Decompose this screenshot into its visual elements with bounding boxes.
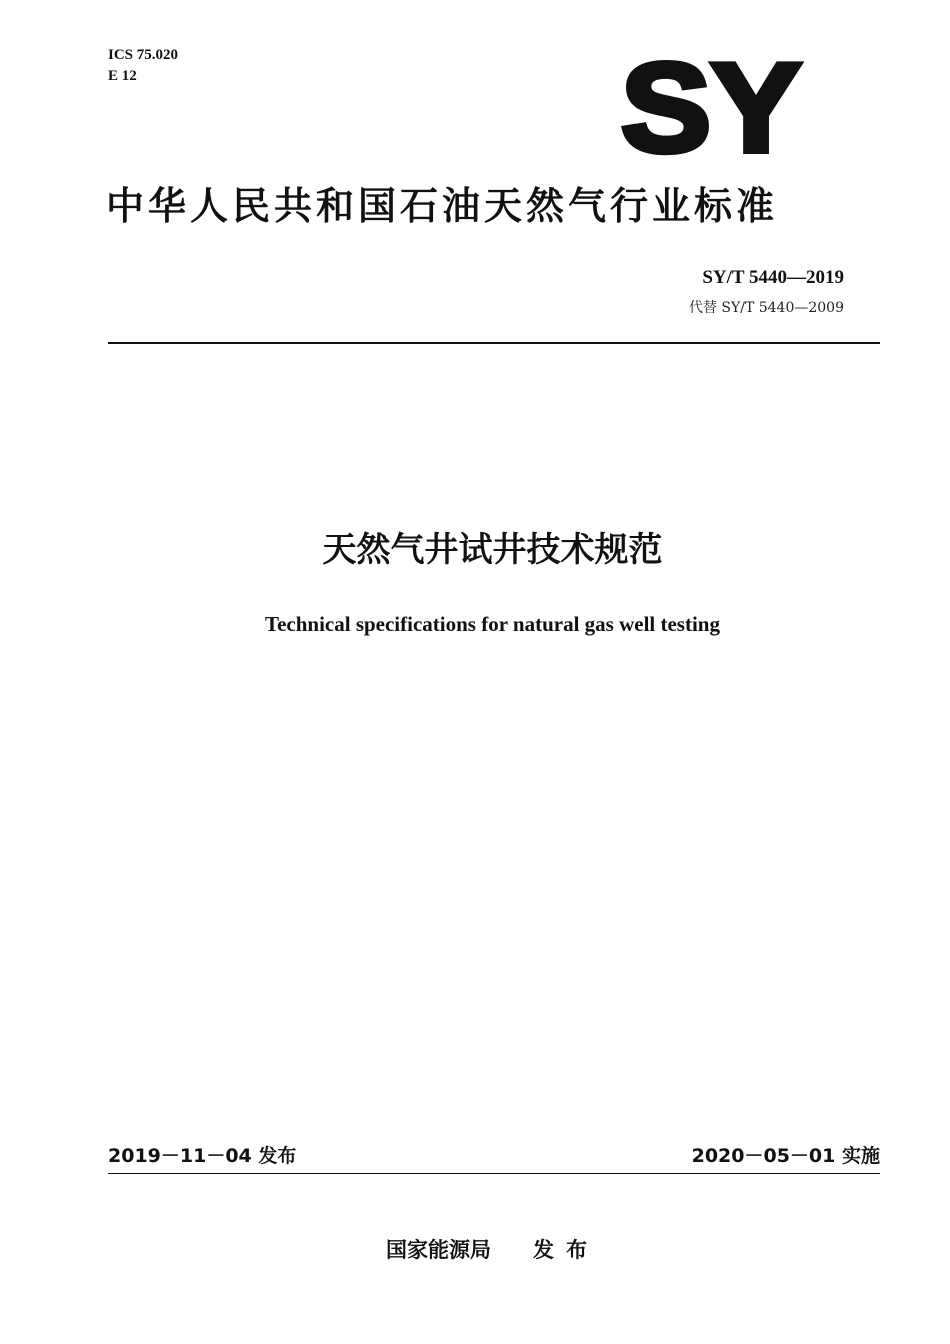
bottom-divider bbox=[108, 1173, 880, 1174]
sy-logo-text: SY bbox=[621, 58, 801, 156]
issue-action: 发布 bbox=[533, 1238, 599, 1262]
sy-logo bbox=[618, 58, 804, 156]
effective-date: 2020－05－01 实施 bbox=[691, 1145, 880, 1167]
document-title-chinese: 天然气井试井技术规范 bbox=[322, 530, 663, 570]
standard-number: SY/T 5440—2019 bbox=[702, 267, 844, 288]
ccs-code: E 12 bbox=[108, 68, 137, 84]
top-divider bbox=[108, 342, 880, 344]
document-title-english: Technical specifications for natural gas well testing bbox=[265, 612, 720, 636]
replaced-standard: 代替 SY/T 5440—2009 bbox=[688, 300, 844, 316]
ics-code: ICS 75.020 bbox=[108, 47, 179, 63]
issuing-authority: 国家能源局 bbox=[386, 1238, 491, 1262]
issuer-line bbox=[0, 1234, 950, 1266]
standard-family-title: 中华人民共和国石油天然气行业标准 bbox=[106, 184, 779, 228]
issue-date: 2019－11－04 发布 bbox=[108, 1145, 297, 1167]
